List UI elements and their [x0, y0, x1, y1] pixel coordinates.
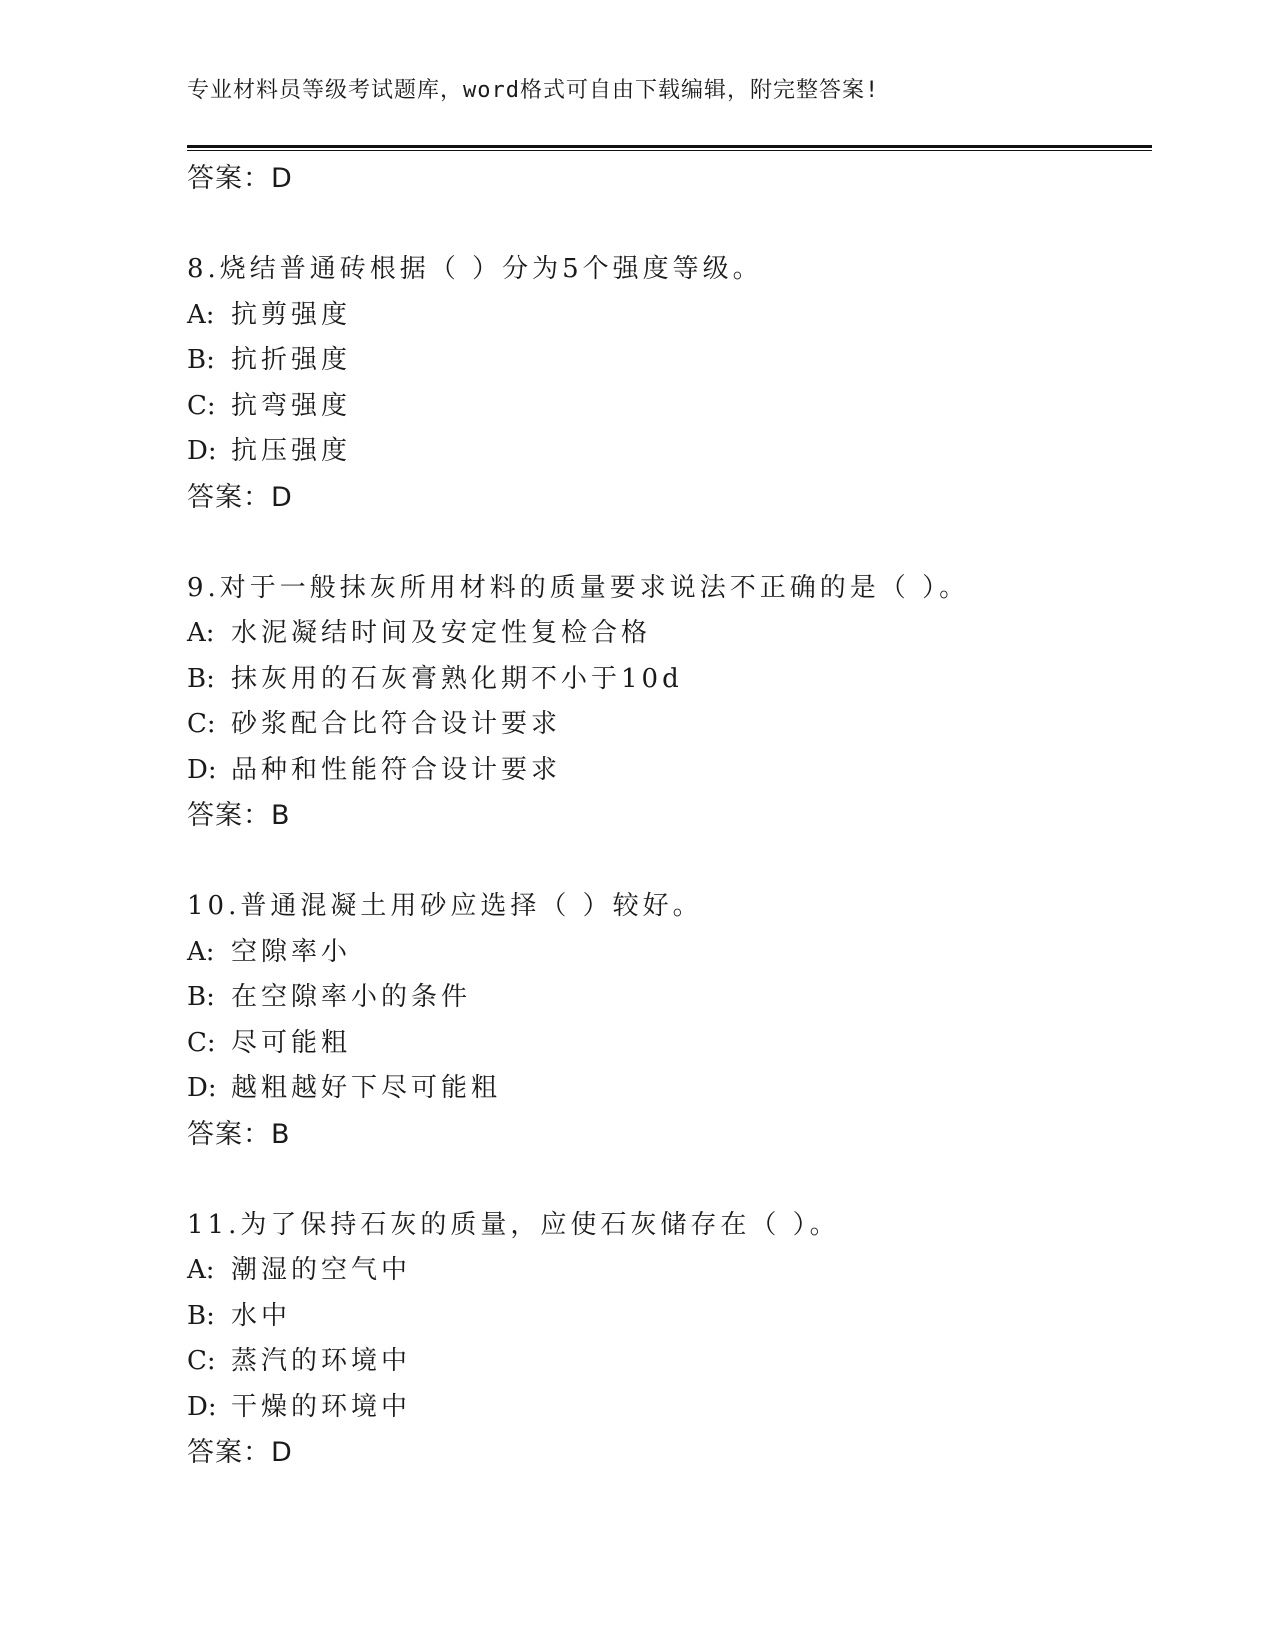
option-label: D:	[187, 754, 217, 785]
option-a	[187, 293, 1152, 339]
question-stem: 9.对于一般抹灰所用材料的质量要求说法不正确的是（ ）。	[187, 572, 970, 603]
question-stem: 10.普通混凝土用砂应选择（ ）较好。	[187, 891, 703, 921]
option-label: D:	[187, 436, 217, 466]
option-c	[187, 1021, 1152, 1067]
option-label: D:	[187, 1073, 217, 1103]
previous-answer: 答案：D	[187, 163, 293, 194]
option-text: 尽可能粗	[231, 1027, 352, 1058]
option-a	[187, 1248, 1152, 1294]
option-b	[187, 657, 1152, 703]
option-text: 在空隙率小的条件	[231, 982, 472, 1012]
option-text: 抗弯强度	[231, 390, 352, 421]
option-b	[187, 975, 1152, 1021]
option-label: A:	[187, 618, 215, 648]
answer: 答案：B	[187, 1118, 291, 1150]
option-label: D:	[187, 1391, 217, 1422]
question-11	[187, 1203, 1152, 1476]
option-text: 干燥的环境中	[231, 1391, 412, 1422]
page-header: 专业材料员等级考试题库，word格式可自由下载编辑，附完整答案!	[187, 78, 880, 103]
header-rule-thin	[187, 150, 1152, 151]
question-list	[187, 156, 1152, 1475]
question-9	[187, 566, 1152, 839]
option-c	[187, 384, 1152, 430]
option-label: A:	[187, 299, 215, 330]
option-b	[187, 338, 1152, 384]
option-text: 品种和性能符合设计要求	[231, 754, 562, 785]
option-a	[187, 611, 1152, 657]
answer: 答案：D	[187, 1437, 293, 1468]
option-label: B:	[187, 982, 215, 1012]
option-label: B:	[187, 663, 215, 694]
option-label: B:	[187, 345, 215, 375]
option-label: C:	[187, 1027, 216, 1058]
option-text: 潮湿的空气中	[231, 1255, 412, 1285]
option-c	[187, 1339, 1152, 1385]
option-label: A:	[187, 936, 215, 967]
option-a	[187, 930, 1152, 976]
option-text: 蒸汽的环境中	[231, 1346, 412, 1376]
option-b	[187, 1294, 1152, 1340]
option-label: C:	[187, 1346, 216, 1376]
option-label: A:	[187, 1255, 215, 1285]
option-d	[187, 429, 1152, 475]
option-text: 砂浆配合比符合设计要求	[231, 709, 562, 739]
option-label: B:	[187, 1300, 215, 1331]
option-text: 抗折强度	[231, 345, 352, 375]
option-label: C:	[187, 390, 216, 421]
option-d	[187, 748, 1152, 794]
option-text: 抹灰用的石灰膏熟化期不小于10d	[231, 663, 683, 694]
option-d	[187, 1385, 1152, 1431]
option-text: 水中	[231, 1300, 292, 1331]
option-c	[187, 702, 1152, 748]
question-stem: 11.为了保持石灰的质量，应使石灰储存在（ ）。	[187, 1209, 840, 1240]
option-d	[187, 1066, 1152, 1112]
answer: 答案：D	[187, 481, 293, 513]
question-stem: 8.烧结普通砖根据（ ）分为5个强度等级。	[187, 254, 763, 284]
answer: 答案：B	[187, 800, 291, 831]
header-rule-thick	[187, 145, 1152, 148]
option-label: C:	[187, 709, 216, 739]
option-text: 越粗越好下尽可能粗	[231, 1073, 502, 1103]
question-10	[187, 884, 1152, 1157]
option-text: 抗剪强度	[231, 299, 352, 330]
option-text: 抗压强度	[231, 436, 352, 466]
option-text: 空隙率小	[231, 936, 352, 967]
question-8	[187, 247, 1152, 520]
option-text: 水泥凝结时间及安定性复检合格	[231, 618, 652, 648]
